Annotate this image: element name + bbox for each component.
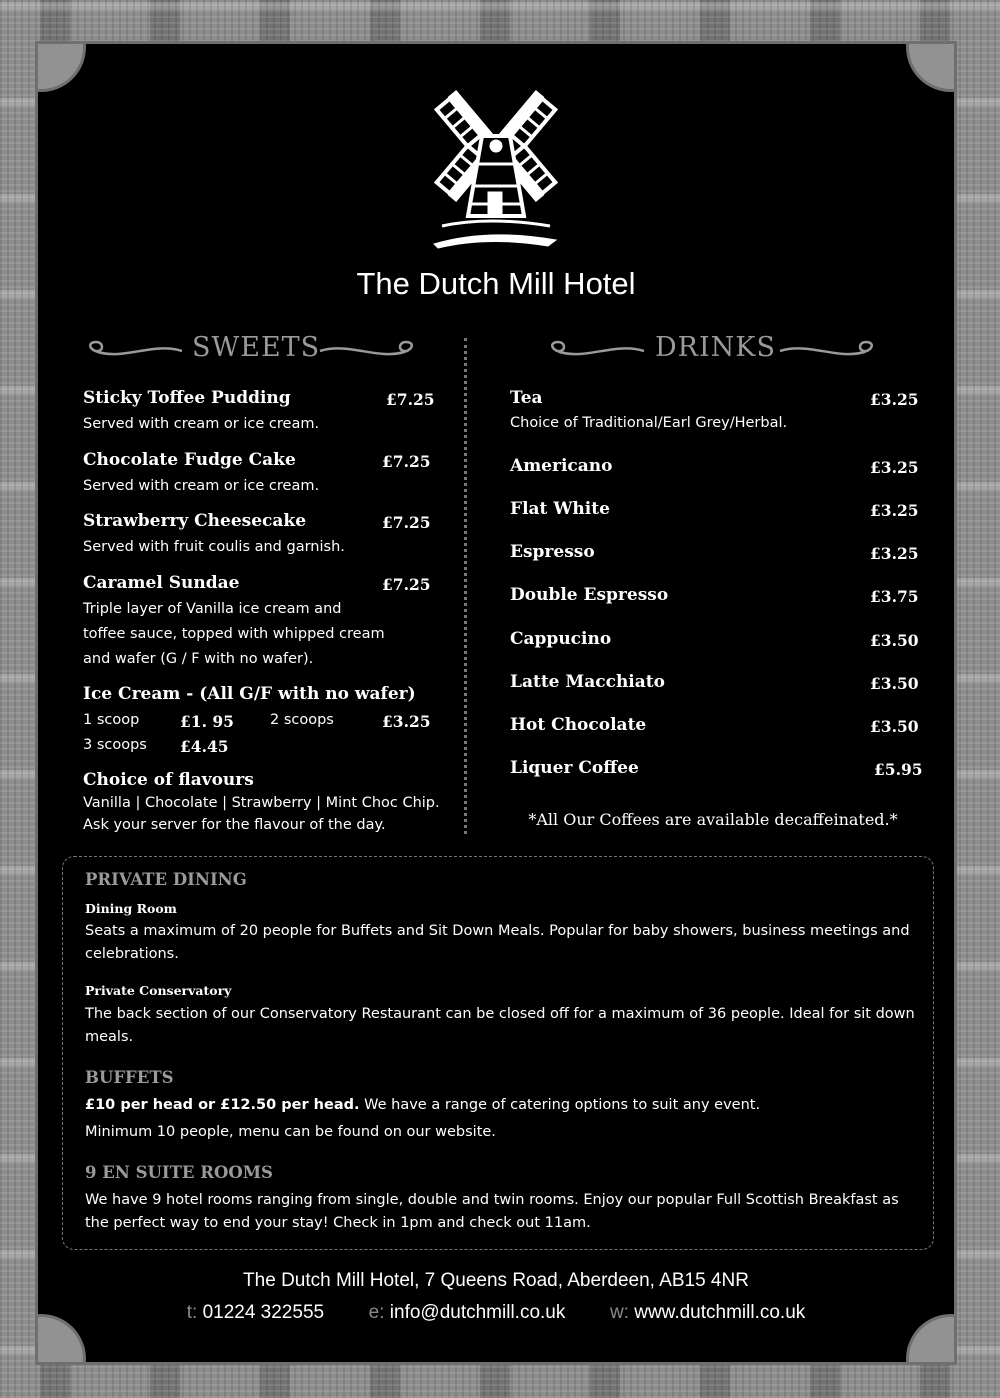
dining-room-text: Seats a maximum of 20 people for Buffets and Sit Down Meals. Popular for baby showers, business meetings and celebrations. — [85, 923, 910, 962]
private-dining-title: PRIVATE DINING — [85, 870, 247, 889]
windmill-logo-icon — [428, 76, 564, 256]
sweet-desc: Served with fruit coulis and garnish. — [83, 539, 345, 555]
dining-room-title: Dining Room — [85, 901, 177, 916]
flourish-right-icon — [778, 338, 878, 364]
hotel-name: The Dutch Mill Hotel — [356, 266, 636, 301]
sweet-desc: and wafer (G / F with no wafer). — [83, 651, 314, 667]
column-divider — [464, 338, 467, 834]
drink-name: Cappucino — [510, 629, 612, 649]
sweet-price: £7.25 — [382, 513, 431, 532]
rooms-text: We have 9 hotel rooms ranging from single, double and twin rooms. Enjoy our popular Full Scottish Breakfast as the perfect way to end your stay! Check in 1pm and check out 11am. — [85, 1192, 899, 1231]
buffets-text — [85, 1094, 915, 1117]
sweet-price: £7.25 — [382, 452, 431, 471]
drinks-title: DRINKS — [655, 332, 776, 363]
drink-name: Double Espresso — [510, 585, 669, 605]
buffets-minimum: Minimum 10 people, menu can be found on our website. — [85, 1124, 496, 1140]
drink-desc: Choice of Traditional/Earl Grey/Herbal. — [510, 415, 788, 431]
menu-card — [38, 44, 954, 1362]
flourish-left-icon — [546, 338, 646, 364]
drink-price: £3.25 — [870, 390, 919, 409]
decaf-note: *All Our Coffees are available decaffeinated.* — [528, 810, 898, 829]
buffets-desc: We have a range of catering options to suit any event. — [359, 1097, 761, 1113]
corner-notch — [38, 44, 86, 92]
flourish-left-icon — [84, 338, 184, 364]
ice-cream-price: £3.25 — [382, 712, 431, 731]
drink-name: Latte Macchiato — [510, 672, 665, 692]
ice-cream-option: 3 scoops — [83, 737, 147, 753]
corner-notch — [906, 44, 954, 92]
drink-name: Hot Chocolate — [510, 715, 647, 735]
ice-cream-price: £4.45 — [180, 737, 229, 756]
flourish-right-icon — [318, 338, 418, 364]
sweet-name: Chocolate Fudge Cake — [83, 450, 296, 470]
email-label: e: — [368, 1302, 385, 1323]
sweet-name: Sticky Toffee Pudding — [83, 388, 291, 408]
footer-contacts — [38, 1302, 954, 1324]
drink-price: £5.95 — [874, 760, 923, 779]
drink-price: £3.50 — [870, 717, 919, 736]
phone-label: t: — [186, 1302, 198, 1323]
conservatory-text: The back section of our Conservatory Restaurant can be closed off for a maximum of 36 people. Ideal for sit down meals. — [85, 1006, 915, 1045]
drink-price: £3.25 — [870, 544, 919, 563]
buffets-price: £10 per head or £12.50 per head. — [85, 1097, 360, 1113]
drink-price: £3.25 — [870, 458, 919, 477]
ice-cream-option: 2 scoops — [270, 712, 334, 728]
footer-address: The Dutch Mill Hotel, 7 Queens Road, Aberdeen, AB15 4NR — [243, 1270, 749, 1291]
ice-cream-price: £1. 95 — [180, 712, 234, 731]
drink-price: £3.75 — [870, 587, 919, 606]
ice-cream-name: Ice Cream - (All G/F with no wafer) — [83, 684, 416, 704]
drink-name: Tea — [510, 388, 543, 408]
buffets-title: BUFFETS — [85, 1068, 174, 1087]
drink-name: Flat White — [510, 499, 610, 519]
drink-price: £3.50 — [870, 674, 919, 693]
drink-price: £3.25 — [870, 501, 919, 520]
sweet-desc: Served with cream or ice cream. — [83, 416, 320, 432]
sweet-price: £7.25 — [382, 575, 431, 594]
phone-number[interactable]: 01224 322555 — [202, 1302, 325, 1323]
drink-price: £3.50 — [870, 631, 919, 650]
email-link[interactable]: info@dutchmill.co.uk — [389, 1302, 566, 1323]
sweet-price: £7.25 — [386, 390, 435, 409]
sweet-desc: Served with cream or ice cream. — [83, 478, 320, 494]
drink-name: Americano — [510, 456, 613, 476]
conservatory-title: Private Conservatory — [85, 983, 232, 998]
sweet-name: Caramel Sundae — [83, 573, 240, 593]
sweet-desc: toffee sauce, topped with whipped cream — [83, 626, 385, 642]
sweets-title: SWEETS — [192, 332, 321, 363]
drink-name: Liquer Coffee — [510, 758, 639, 778]
website-link[interactable]: www.dutchmill.co.uk — [634, 1302, 806, 1323]
flavours-list: Vanilla | Chocolate | Strawberry | Mint Choc Chip. — [83, 795, 440, 811]
sweet-name: Strawberry Cheesecake — [83, 511, 307, 531]
flavours-title: Choice of flavours — [83, 770, 254, 790]
flavours-note: Ask your server for the flavour of the day. — [83, 817, 386, 833]
sweet-desc: Triple layer of Vanilla ice cream and — [83, 601, 342, 617]
rooms-title: 9 EN SUITE ROOMS — [85, 1163, 273, 1182]
ice-cream-option: 1 scoop — [83, 712, 140, 728]
drink-name: Espresso — [510, 542, 595, 562]
web-label: w: — [609, 1302, 629, 1323]
